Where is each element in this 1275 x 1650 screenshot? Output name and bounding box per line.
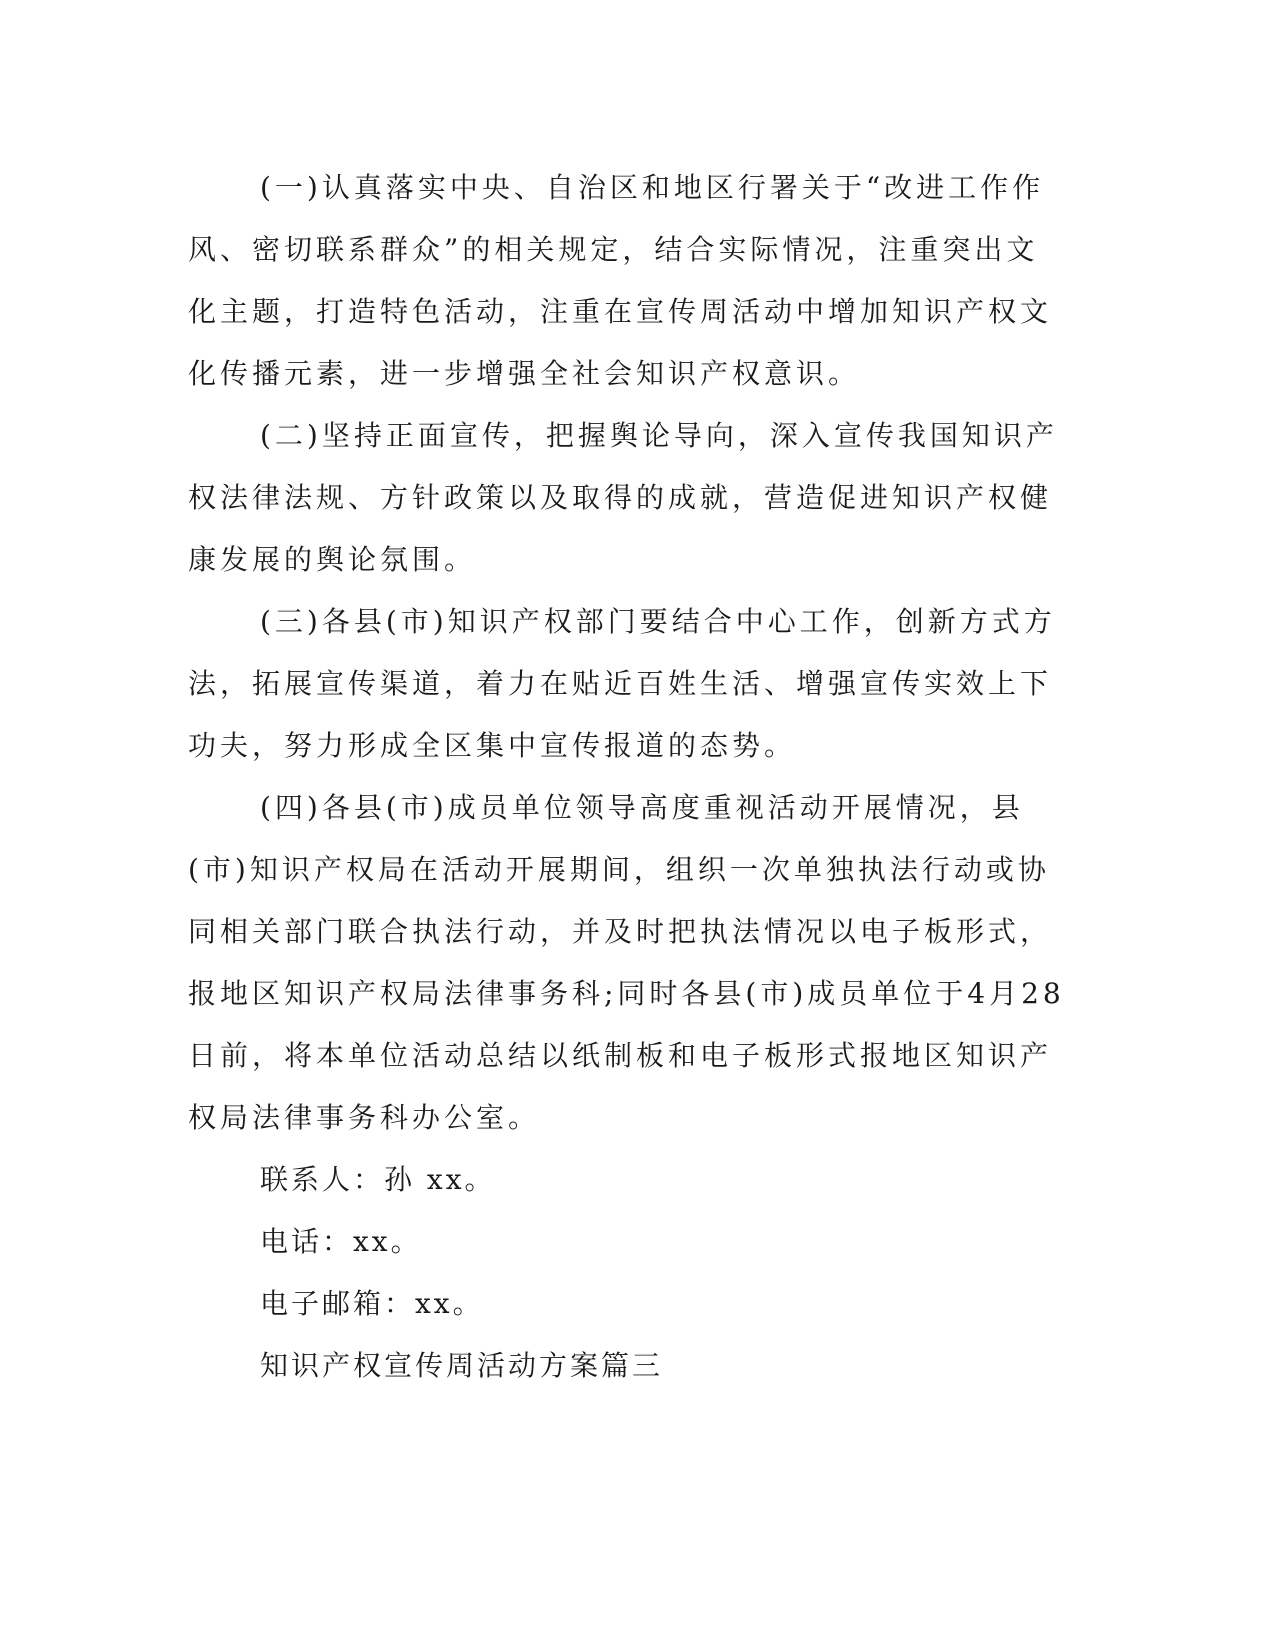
document-body — [188, 157, 1068, 1397]
contact-email: 电子邮箱：xx。 — [260, 1287, 484, 1320]
paragraph-4: (四)各县(市)成员单位领导高度重视活动开展情况，县(市)知识产权局在活动开展期间，组织一次单独执法行动或协同相关部门联合执法行动，并及时把执法情况以电子板形式，报地区知识产权局法律事务科;同时各县(市)成员单位于4月28日前，将本单位活动总结以纸制板和电子板形式报地区知识产权局法律事务科办公室。 — [188, 791, 1065, 1134]
contact-person: 联系人：孙 xx。 — [260, 1163, 496, 1196]
paragraph-1: (一)认真落实中央、自治区和地区行署关于“改进工作作风、密切联系群众”的相关规定，结合实际情况，注重突出文化主题，打造特色活动，注重在宣传周活动中增加知识产权文化传播元素，进一步增强全社会知识产权意识。 — [188, 171, 1053, 390]
contact-phone: 电话：xx。 — [260, 1225, 422, 1258]
section-heading: 知识产权宣传周活动方案篇三 — [260, 1349, 664, 1382]
paragraph-2: (二)坚持正面宣传，把握舆论导向，深入宣传我国知识产权法律法规、方针政策以及取得的成就，营造促进知识产权健康发展的舆论氛围。 — [188, 419, 1058, 576]
paragraph-3: (三)各县(市)知识产权部门要结合中心工作，创新方式方法，拓展宣传渠道，着力在贴近百姓生活、增强宣传实效上下功夫，努力形成全区集中宣传报道的态势。 — [188, 605, 1056, 762]
